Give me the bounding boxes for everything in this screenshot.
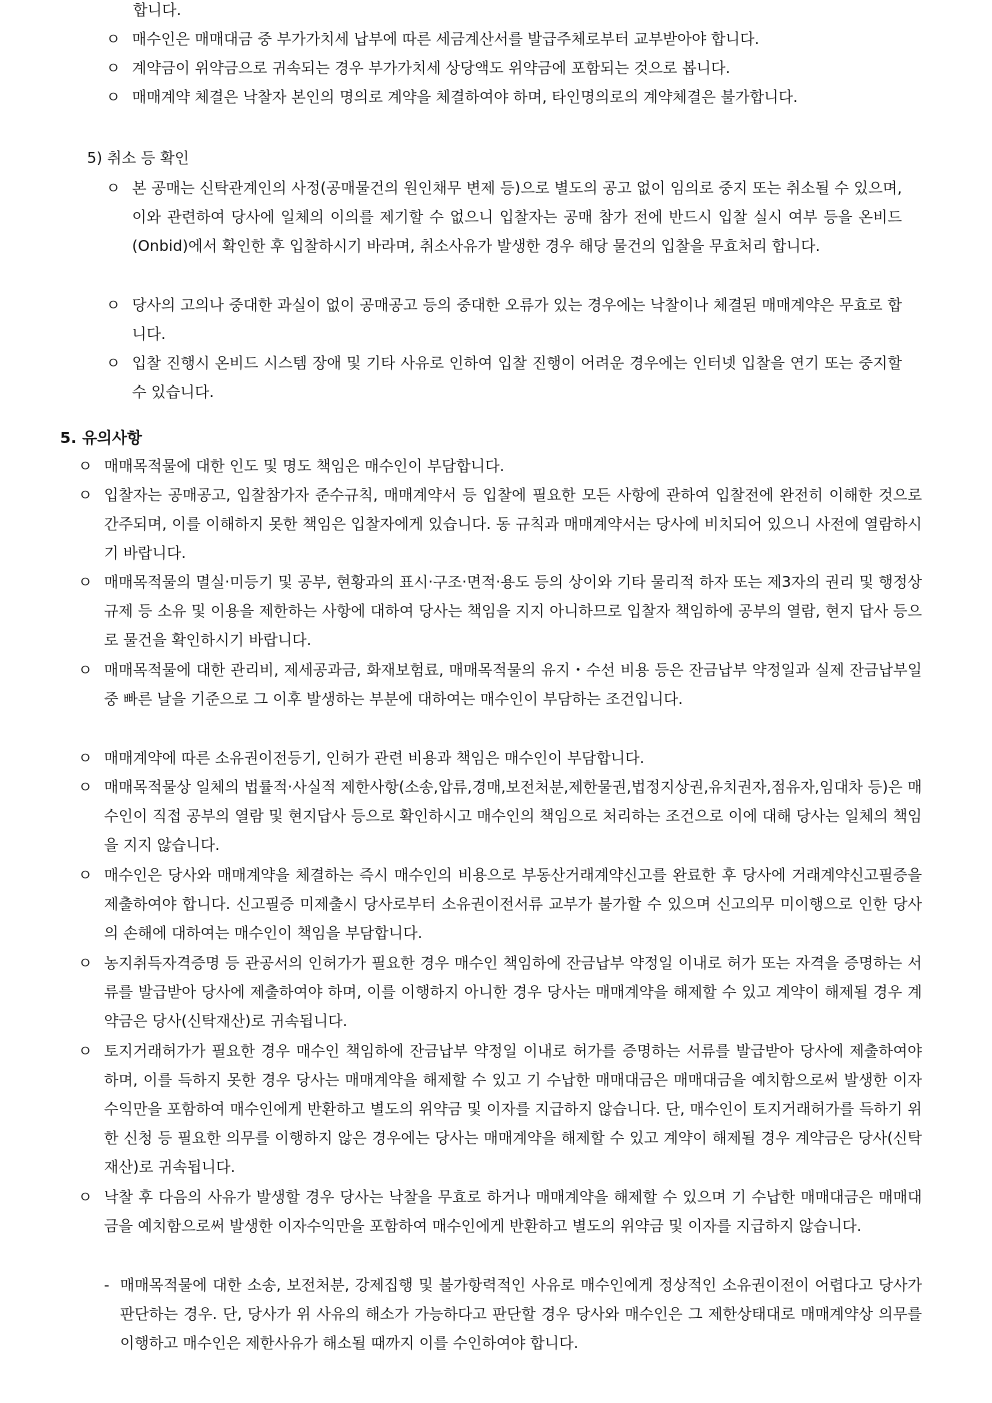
bullet-marker: ㅇ [106,88,121,106]
bullet-marker: ㅇ [78,749,93,767]
bullet-marker: ㅇ [78,866,93,884]
continuation-text: 합니다. [133,1,182,19]
contract-item-own-name: 매매계약 체결은 낙찰자 본인의 명의로 계약을 체결하여야 하며, 타인명의로의 계약체결은 불가합니다. [132,88,798,106]
bullet-marker: ㅇ [78,778,93,796]
bullet-marker: ㅇ [106,179,121,197]
notice-item-delivery: 매매목적물에 대한 인도 및 명도 책임은 매수인이 부담합니다. [104,457,505,475]
cancel-item-error: 당사의 고의나 중대한 과실이 없이 공매공고 등의 중대한 오류가 있는 경우에는 낙찰이나 체결된 매매계약은 무효로 합니다. [132,296,902,343]
contract-item-penalty-vat: 계약금이 위약금으로 귀속되는 경우 부가가치세 상당액도 위약금에 포함되는 것으로 봅니다. [132,59,731,77]
bullet-marker: ㅇ [78,1042,93,1060]
notice-item-farmland: 농지취득자격증명 등 관공서의 인허가가 필요한 경우 매수인 책임하에 잔금납부 약정일 이내로 허가 또는 자격을 증명하는 서류를 발급받아 당사에 제출하여야 하며, 이를 이행하지 아니한 경우 당사는 매매계약을 해제할 수 있고 계약이 해제될 경우 계약금은 당사(신탁재산)로 귀속됩니다. [104,954,922,1030]
invalidation-reason: 매매목적물에 대한 소송, 보전처분, 강제집행 및 불가항력적인 사유로 매수인에게 정상적인 소유권이전이 어렵다고 당사가 판단하는 경우. 단, 당사가 위 사유의 해소가 가능하다고 판단할 경우 당사와 매수인은 그 제한상태대로 매매계약상 의무를 이행하고 매수인은 제한사유가 해소될 때까지 이를 수인하여야 합니다. [120,1276,922,1352]
notice-item-report: 매수인은 당사와 매매계약을 체결하는 즉시 매수인의 비용으로 부동산거래계약신고를 완료한 후 당사에 거래계약신고필증을 제출하여야 합니다. 신고필증 미제출시 당사로부터 소유권이전서류 교부가 불가할 수 있으며 신고의무 미이행으로 인한 당사의 손해에 대하여는 매수인이 책임을 부담합니다. [104,866,922,942]
dash-marker: - [104,1276,110,1294]
bullet-marker: ㅇ [78,1188,93,1206]
bullet-marker: ㅇ [106,59,121,77]
bullet-marker: ㅇ [78,457,93,475]
notice-item-restrictions: 매매목적물상 일체의 법률적·사실적 제한사항(소송,압류,경매,보전처분,제한물권,법정지상권,유치권자,점유자,임대차 등)은 매수인이 직접 공부의 열람 및 현지답사 등으로 확인하시고 매수인의 책임으로 처리하는 조건으로 이에 대해 당사는 일체의 책임을 지지 않습니다. [104,778,922,854]
bullet-marker: ㅇ [78,486,93,504]
cancel-item-system: 입찰 진행시 온비드 시스템 장애 및 기타 사유로 인하여 입찰 진행이 어려운 경우에는 인터넷 입찰을 연기 또는 중지할 수 있습니다. [132,354,902,401]
section-heading-notice: 5. 유의사항 [60,429,142,447]
bullet-marker: ㅇ [78,661,93,679]
notice-item-costs: 매매목적물에 대한 관리비, 제세공과금, 화재보험료, 매매목적물의 유지・수선 비용 등은 잔금납부 약정일과 실제 잔금납부일 중 빠른 날을 기준으로 그 이후 발생하는 부분에 대하여는 매수인이 부담하는 조건입니다. [104,661,922,708]
notice-item-defects: 매매목적물의 멸실·미등기 및 공부, 현황과의 표시·구조·면적·용도 등의 상이와 기타 물리적 하자 또는 제3자의 권리 및 행정상 규제 등 소유 및 이용을 제한하는 사항에 대하여 당사는 책임을 지지 아니하므로 입찰자 책임하에 공부의 열람, 현지 답사 등으로 물건을 확인하시기 바랍니다. [104,573,922,649]
notice-item-invalidation: 낙찰 후 다음의 사유가 발생할 경우 당사는 낙찰을 무효로 하거나 매매계약을 해제할 수 있으며 기 수납한 매매대금은 매매대금을 예치함으로써 발생한 이자수익만을 포함하여 매수인에게 반환하고 별도의 위약금 및 이자를 지급하지 않습니다. [104,1188,922,1235]
bullet-marker: ㅇ [78,573,93,591]
bullet-marker: ㅇ [106,354,121,372]
notice-item-understanding: 입찰자는 공매공고, 입찰참가자 준수규칙, 매매계약서 등 입찰에 필요한 모든 사항에 관하여 입찰전에 완전히 이해한 것으로 간주되며, 이를 이해하지 못한 책임은 입찰자에게 있습니다. 동 규칙과 매매계약서는 당사에 비치되어 있으니 사전에 열람하시기 바랍니다. [104,486,922,562]
bullet-marker: ㅇ [106,296,121,314]
notice-item-land-permit: 토지거래허가가 필요한 경우 매수인 책임하에 잔금납부 약정일 이내로 허가를 증명하는 서류를 발급받아 당사에 제출하여야 하며, 이를 득하지 못한 경우 당사는 매매계약을 해제할 수 있고 기 수납한 매매대금은 매매대금을 예치함으로써 발생한 이자수익만을 포함하여 매수인에게 반환하고 별도의 위약금 및 이자를 지급하지 않습니다. 단, 매수인이 토지거래허가를 득하기 위한 신청 등 필요한 의무를 이행하지 않은 경우에는 당사는 매매계약을 해제할 수 있고 계약이 해제될 경우 계약금은 당사(신탁재산)로 귀속됩니다. [104,1042,922,1176]
cancel-item-trust: 본 공매는 신탁관계인의 사정(공매물건의 원인채무 변제 등)으로 별도의 공고 없이 임의로 중지 또는 취소될 수 있으며, 이와 관련하여 당사에 일체의 이의를 제기할 수 없으니 입찰자는 공매 참가 전에 반드시 입찰 실시 여부 등을 온비드(Onbid)에서 확인한 후 입찰하시기 바라며, 취소사유가 발생한 경우 해당 물건의 입찰을 무효처리 합니다. [132,179,902,255]
notice-item-registration: 매매계약에 따른 소유권이전등기, 인허가 관련 비용과 책임은 매수인이 부담합니다. [104,749,645,767]
bullet-marker: ㅇ [78,954,93,972]
contract-item-vat-invoice: 매수인은 매매대금 중 부가가치세 납부에 따른 세금계산서를 발급주체로부터 교부받아야 합니다. [132,30,760,48]
sub-heading-cancel: 5) 취소 등 확인 [87,149,190,167]
bullet-marker: ㅇ [106,30,121,48]
